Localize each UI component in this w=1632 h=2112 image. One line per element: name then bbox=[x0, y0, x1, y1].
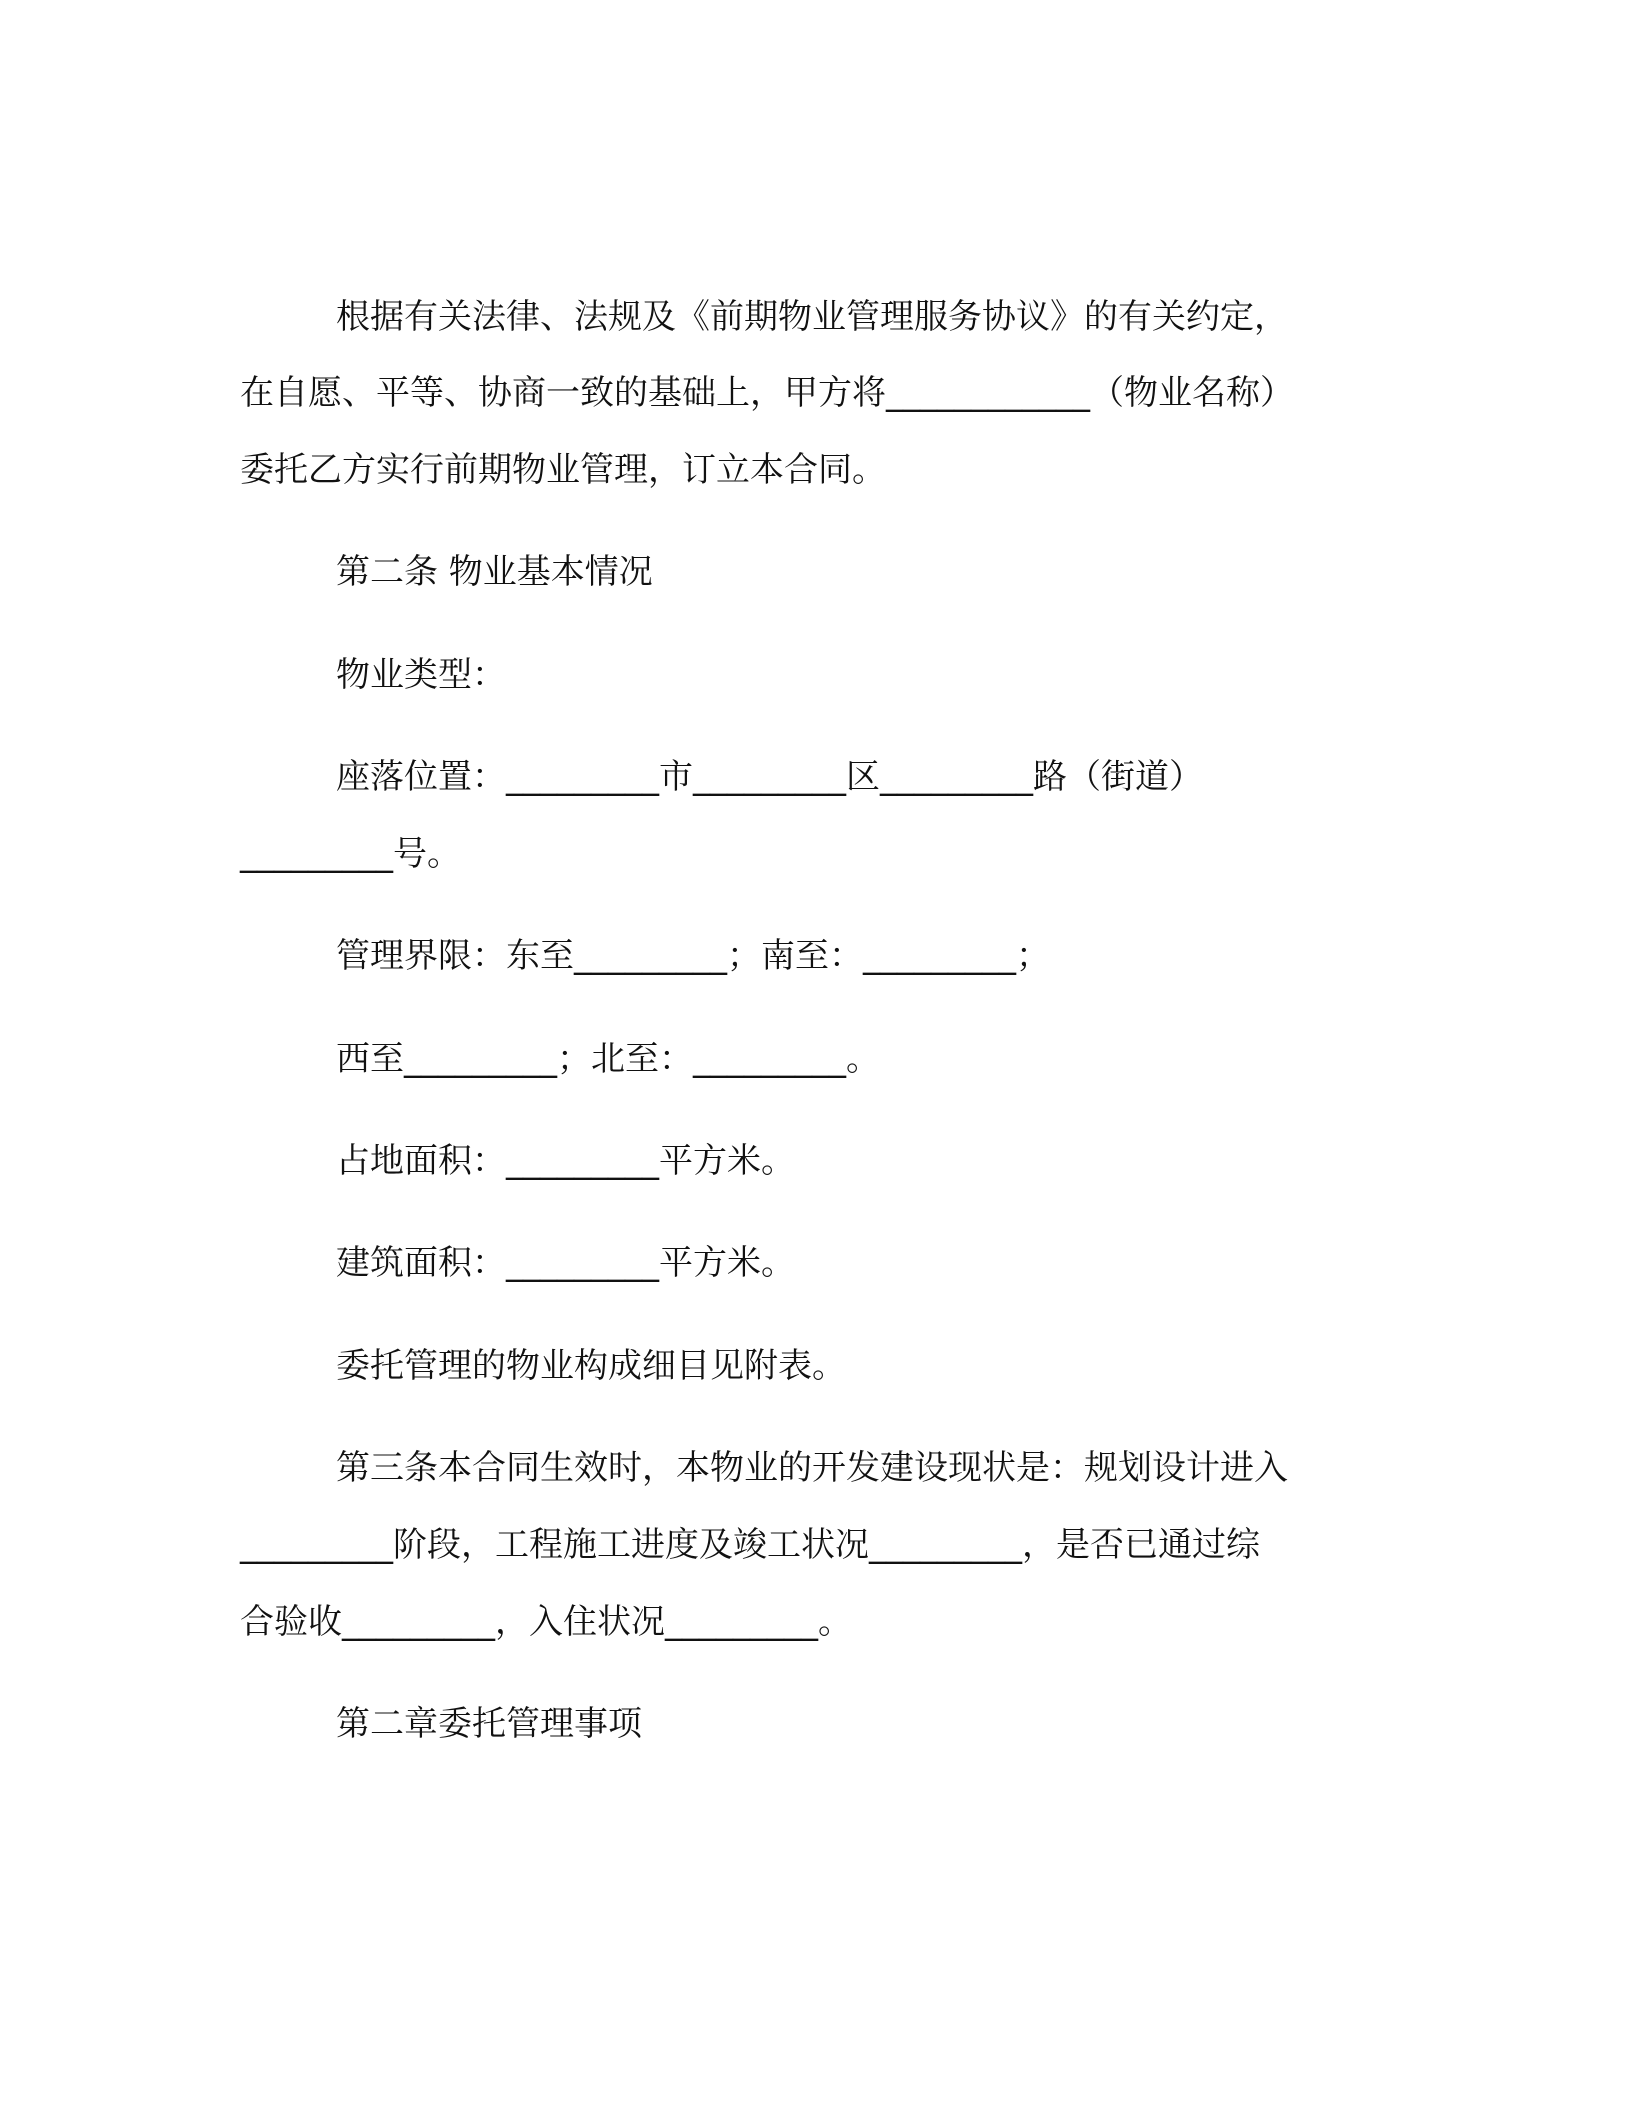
boundary-line-2: 西至_________；北至：_________。 bbox=[336, 1039, 880, 1079]
appendix-note: 委托管理的物业构成细目见附表。 bbox=[336, 1346, 846, 1386]
chapter-2-heading: 第二章委托管理事项 bbox=[336, 1704, 642, 1744]
property-type: 物业类型： bbox=[336, 655, 506, 695]
land-area: 占地面积：_________平方米。 bbox=[336, 1141, 795, 1181]
article-3-line-3: 合验收_________，入住状况_________。 bbox=[240, 1602, 852, 1642]
intro-line-2: 在自愿、平等、协商一致的基础上，甲方将____________（物业名称） bbox=[240, 373, 1294, 413]
building-area: 建筑面积：_________平方米。 bbox=[336, 1243, 795, 1283]
location-line-2: _________号。 bbox=[240, 834, 461, 874]
article-2-heading: 第二条 物业基本情况 bbox=[336, 552, 653, 592]
intro-line-3: 委托乙方实行前期物业管理，订立本合同。 bbox=[240, 450, 886, 490]
boundary-line-1: 管理界限：东至_________；南至：_________； bbox=[336, 936, 1050, 976]
location-line-1: 座落位置：_________市_________区_________路（街道） bbox=[336, 757, 1203, 797]
intro-line-1: 根据有关法律、法规及《前期物业管理服务协议》的有关约定， bbox=[336, 297, 1288, 337]
article-3-line-1: 第三条本合同生效时，本物业的开发建设现状是：规划设计进入 bbox=[336, 1448, 1288, 1488]
article-3-line-2: _________阶段，工程施工进度及竣工状况_________，是否已通过综 bbox=[240, 1525, 1260, 1565]
